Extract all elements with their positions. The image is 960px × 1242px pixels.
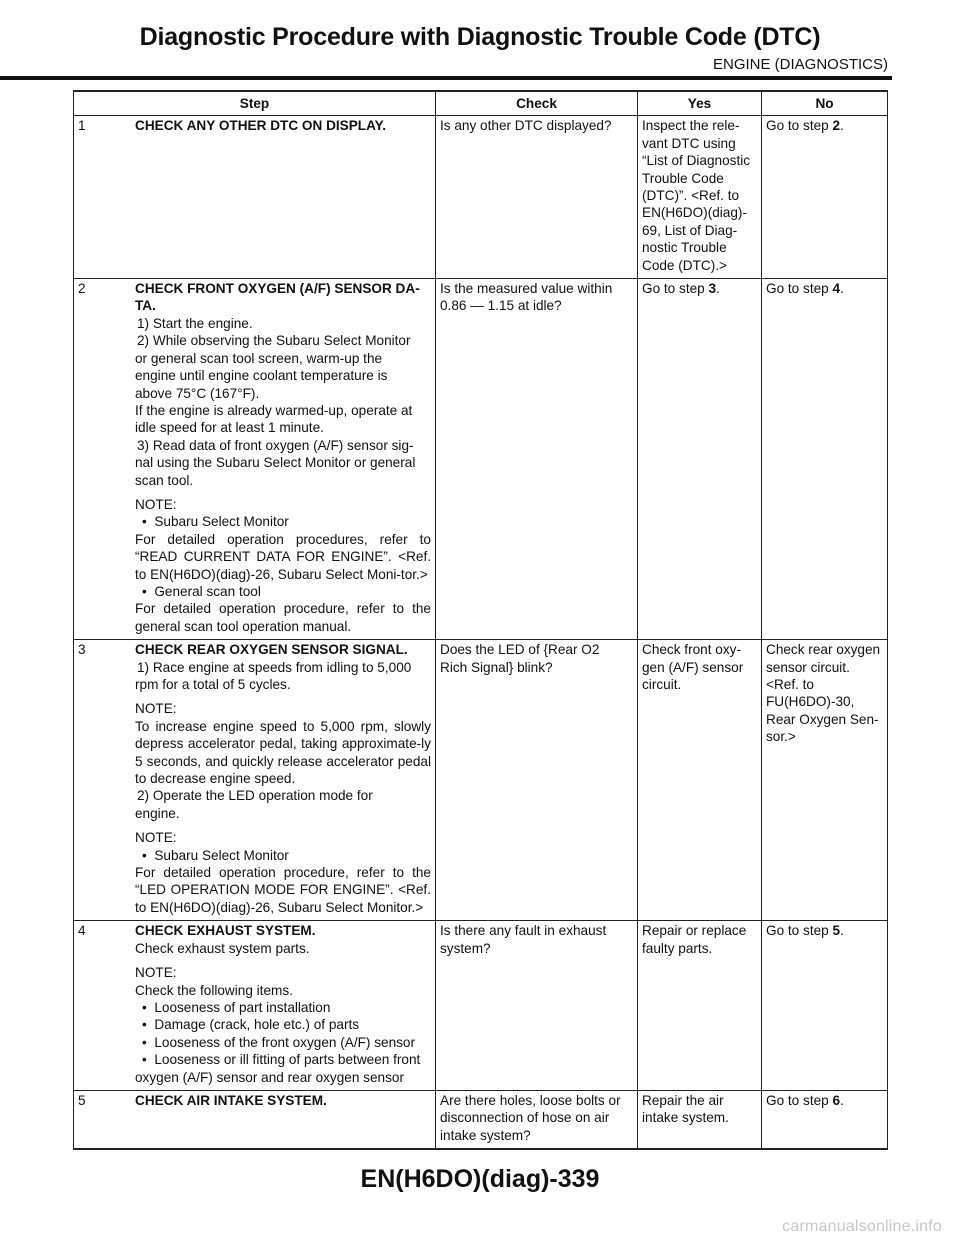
procedure-line: 1) Start the engine. — [137, 315, 253, 331]
yes-text: Repair the air — [642, 1092, 724, 1108]
check-text: Are there holes, loose bolts or — [440, 1092, 621, 1108]
no-text: Check rear oxygen — [766, 642, 881, 658]
procedure-line: 3) Read data of front oxygen (A/F) sensor sig- — [137, 437, 414, 453]
procedure-line: rpm for a total of 5 cycles. — [135, 677, 291, 692]
note-text: To increase engine speed to 5,000 rpm, slowly depress accelerator pedal, taking approximate-ly 5 seconds, and quickly release accelerator pedal to decrease engine speed. — [135, 718, 431, 787]
note-text: For detailed operation procedure, refer to the “LED OPERATION MODE FOR ENGINE”. <Ref. to EN(H6DO)(diag)-26, Subaru Select Monitor.> — [135, 865, 431, 915]
check-text: disconnection of hose on air — [440, 1110, 610, 1126]
yes-text: nostic Trouble — [642, 240, 727, 256]
yes-text: Repair or replace — [642, 923, 747, 939]
table-row — [74, 279, 888, 640]
go-to-suffix: . — [840, 1092, 844, 1108]
no-text: Rear Oxygen Sen- — [766, 711, 879, 727]
note-text: oxygen (A/F) sensor and rear oxygen sensor — [135, 1069, 404, 1085]
note-label: NOTE: — [135, 701, 177, 717]
go-to-suffix: . — [840, 118, 844, 134]
go-to-step-link[interactable]: 5 — [832, 923, 841, 939]
yes-cell — [638, 921, 762, 1091]
step-cell — [74, 116, 436, 279]
table-row — [74, 1090, 888, 1149]
step-title: CHECK AIR INTAKE SYSTEM. — [135, 1092, 327, 1108]
table-row — [74, 640, 888, 921]
go-to-suffix: . — [840, 923, 844, 939]
yes-text: circuit. — [642, 677, 682, 692]
note-label: NOTE: — [135, 965, 177, 981]
no-text: <Ref. to — [766, 677, 814, 692]
procedure-line: above 75°C (167°F). — [135, 385, 260, 401]
diagnostic-table — [73, 90, 888, 1150]
step-title: CHECK REAR OXYGEN SENSOR SIGNAL. — [135, 642, 408, 658]
page-title: Diagnostic Procedure with Diagnostic Trouble Code (DTC) — [139, 23, 821, 51]
go-to-text: Go to step — [642, 281, 709, 297]
check-text: 0.86 — 1.15 at idle? — [440, 298, 562, 314]
go-to-text: Go to step — [766, 118, 833, 134]
go-to-suffix: . — [716, 281, 720, 297]
header-rule — [0, 76, 892, 80]
go-to-step-link[interactable]: 6 — [832, 1092, 841, 1108]
check-text: Rich Signal} blink? — [440, 659, 553, 675]
step-cell — [74, 921, 436, 1091]
column-header-step: Step — [74, 91, 436, 116]
yes-cell — [638, 279, 762, 640]
no-cell — [762, 921, 888, 1091]
procedure-line: If the engine is already warmed-up, operate at — [135, 402, 413, 418]
check-text: Is there any fault in exhaust — [440, 923, 607, 939]
table-row — [74, 116, 888, 279]
check-text: intake system? — [440, 1127, 531, 1143]
note-bullet: • Damage (crack, hole etc.) of parts — [135, 1016, 431, 1033]
note-bullet: • Subaru Select Monitor — [135, 513, 431, 530]
procedure-line: or general scan tool screen, warm-up the — [135, 350, 383, 366]
step-title: CHECK FRONT OXYGEN (A/F) SENSOR DA- — [135, 281, 420, 297]
step-title: TA. — [135, 298, 156, 314]
no-text: FU(H6DO)-30, — [766, 694, 855, 710]
check-text: system? — [440, 940, 491, 956]
yes-text: Inspect the rele- — [642, 118, 740, 134]
procedure-line: engine until engine coolant temperature is — [135, 368, 388, 384]
yes-cell — [638, 640, 762, 921]
procedure-line: Check exhaust system parts. — [135, 940, 310, 956]
check-text: Does the LED of {Rear O2 — [440, 642, 600, 658]
no-cell — [762, 1090, 888, 1149]
watermark: carmanualsonline.info — [782, 1218, 942, 1235]
go-to-text: Go to step — [766, 923, 833, 939]
yes-text: Code (DTC).> — [642, 257, 727, 273]
go-to-text: Go to step — [766, 1092, 833, 1108]
note-bullet: • General scan tool — [135, 583, 431, 600]
check-text: Is the measured value within — [440, 281, 613, 297]
check-cell — [436, 1090, 638, 1149]
note-label: NOTE: — [135, 496, 177, 512]
note-bullet: • Subaru Select Monitor — [135, 847, 431, 864]
yes-cell — [638, 1090, 762, 1149]
table-header-row — [74, 91, 888, 116]
check-cell — [436, 921, 638, 1091]
go-to-step-link[interactable]: 3 — [708, 281, 717, 297]
check-cell — [436, 279, 638, 640]
yes-text: (DTC)”. <Ref. to — [642, 188, 740, 204]
go-to-step-link[interactable]: 2 — [832, 118, 841, 134]
yes-text: faulty parts. — [642, 940, 713, 956]
procedure-line: 2) While observing the Subaru Select Monitor — [137, 333, 411, 349]
note-text: For detailed operation procedures, refer to “READ CURRENT DATA FOR ENGINE”. <Ref. to EN(H6DO)(diag)-26, Subaru Select Moni-tor.> — [135, 531, 431, 582]
procedure-line: engine. — [135, 805, 180, 821]
yes-cell — [638, 116, 762, 279]
step-number: 4 — [78, 923, 86, 939]
go-to-suffix: . — [840, 281, 844, 297]
check-cell — [436, 116, 638, 279]
yes-text: vant DTC using — [642, 135, 736, 151]
yes-text: EN(H6DO)(diag)- — [642, 205, 747, 221]
column-header-no: No — [762, 91, 888, 116]
step-number: 1 — [78, 118, 86, 134]
procedure-line: 1) Race engine at speeds from idling to 5,000 — [137, 659, 412, 675]
note-text: Check the following items. — [135, 982, 293, 998]
section-label: ENGINE (DIAGNOSTICS) — [712, 56, 888, 73]
go-to-text: Go to step — [766, 281, 833, 297]
column-header-check: Check — [436, 91, 638, 116]
step-cell — [74, 279, 436, 640]
table-row — [74, 921, 888, 1091]
column-header-yes: Yes — [638, 91, 762, 116]
page-id: EN(H6DO)(diag)-339 — [360, 1165, 600, 1193]
yes-text: “List of Diagnostic — [642, 153, 751, 169]
step-title: CHECK ANY OTHER DTC ON DISPLAY. — [135, 118, 387, 134]
check-cell — [436, 640, 638, 921]
procedure-line: 2) Operate the LED operation mode for — [137, 788, 373, 804]
yes-text: Check front oxy- — [642, 642, 741, 658]
yes-text: 69, List of Diag- — [642, 222, 738, 238]
no-text: sor.> — [766, 729, 796, 745]
procedure-line: idle speed for at least 1 minute. — [135, 420, 324, 436]
note-text: For detailed operation procedure, refer to the general scan tool operation manual. — [135, 601, 431, 634]
step-cell — [74, 640, 436, 921]
yes-text: Trouble Code — [642, 170, 724, 186]
step-number: 2 — [78, 281, 86, 297]
note-bullet: • Looseness of the front oxygen (A/F) sensor — [135, 1034, 431, 1051]
yes-text: gen (A/F) sensor — [642, 659, 744, 675]
no-cell — [762, 640, 888, 921]
procedure-line: scan tool. — [135, 472, 194, 488]
yes-text: intake system. — [642, 1110, 729, 1126]
step-cell — [74, 1090, 436, 1149]
step-title: CHECK EXHAUST SYSTEM. — [135, 923, 316, 939]
check-text: Is any other DTC displayed? — [440, 118, 612, 134]
no-cell — [762, 116, 888, 279]
note-label: NOTE: — [135, 830, 177, 846]
note-bullet: • Looseness or ill fitting of parts between front — [135, 1051, 431, 1068]
no-cell — [762, 279, 888, 640]
step-number: 5 — [78, 1092, 86, 1108]
note-bullet: • Looseness of part installation — [135, 999, 431, 1016]
go-to-step-link[interactable]: 4 — [832, 281, 841, 297]
step-number: 3 — [78, 642, 86, 658]
no-text: sensor circuit. — [766, 659, 850, 675]
procedure-line: nal using the Subaru Select Monitor or general — [135, 455, 416, 471]
